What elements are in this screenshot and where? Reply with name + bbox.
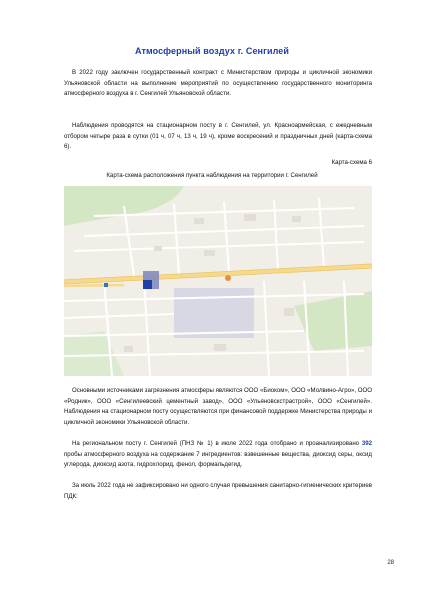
paragraph-sources: [64, 386, 372, 428]
bus-stop-icon: [104, 283, 108, 287]
paragraph-sources-text: Основными источниками загрязнения атмосферы являются ООО «Биоком», ООО «Молвино-Агро», ООО «Родник», ООО «Сенгилеевский цементный завод», ООО «Ульяновскстрастрой», ООО «Сенгилей». Наблюдения на стационарном посту осуществляются при финансовой поддержке Министерства природы и цикличной экономики Ульяновской области.: [64, 387, 372, 426]
industrial-block: [174, 288, 254, 338]
paragraph-no-exceedance-text: За июль 2022 года не зафиксировано ни одного случая превышения санитарно-гигиенических критериев ПДК:: [64, 482, 372, 500]
page-number: 28: [387, 560, 394, 566]
poi-marker-icon: [225, 275, 231, 281]
paragraph-samples-text-before: На региональном посту г. Сенгилей (ПНЗ № 1) в июле 2022 года отобрано и проанализировано: [72, 440, 362, 447]
map-label: Карта-схема 6: [331, 159, 372, 166]
paragraph-samples: [64, 439, 372, 471]
green-area-southwest: [64, 331, 124, 376]
paragraph-observations: [64, 121, 372, 153]
main-road: [64, 266, 372, 282]
paragraph-no-exceedance: [64, 481, 372, 502]
paragraph-contract: [64, 68, 372, 100]
paragraph-contract-text: В 2022 году заключен государственный контракт с Министерством природы и цикличной экономики Ульяновской области на выполнение мероприятий по осуществлению государственного мониторинга атмосферного воздуха в г. Сенгилей Ульяновской области.: [64, 69, 372, 98]
secondary-road: [64, 285, 124, 286]
samples-count-highlight: 392: [361, 440, 372, 447]
page-title: Атмосферный воздух г. Сенгилей: [134, 46, 290, 56]
location-map: [64, 186, 372, 376]
map-caption: Карта-схема расположения пункта наблюдения на территории г. Сенгилей: [106, 172, 318, 179]
paragraph-observations-text: Наблюдения проводятся на стационарном посту в г. Сенгилей, ул. Красноармейская, с ежедневным отбором четыре раза в сутки (01 ч, 07 ч, 13 ч, 19 ч), кроме воскресений и праздничных дней (карта-схема 6).: [64, 122, 372, 151]
paragraph-samples-text-after: пробы атмосферного воздуха на содержание 7 ингредиентов: взвешенные вещества, диоксид серы, оксид углерода, диоксид азота, гидрохлорид, фенол, формальдегид.: [64, 450, 372, 469]
map-drawing: [64, 186, 372, 376]
observation-post-marker-icon: [143, 280, 152, 289]
